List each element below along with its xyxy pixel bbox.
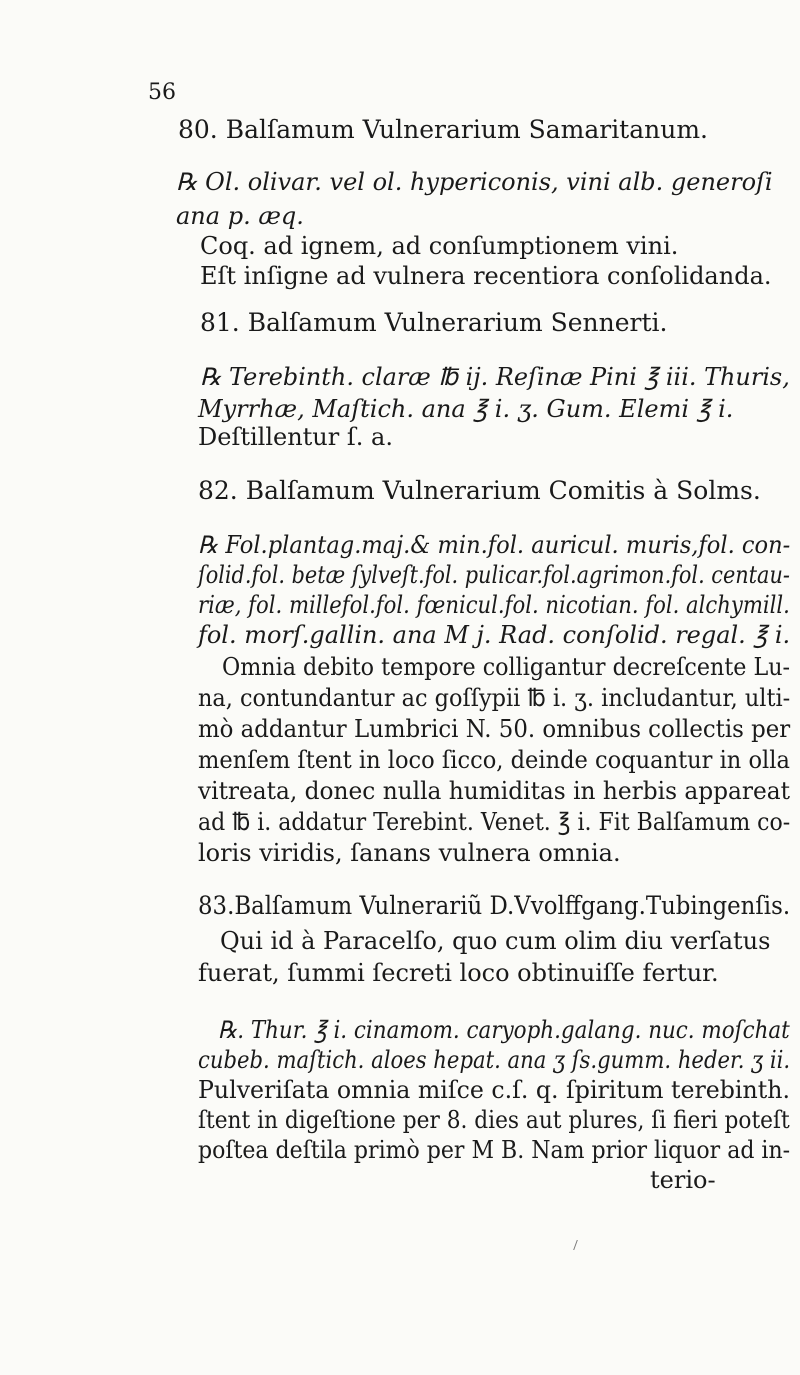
entry-83-recipe-line-1: ℞. Thur. ℥ i. cinamom. caryoph.galang. nuc. moſchat — [218, 1016, 790, 1044]
catchword: terio- — [650, 1166, 716, 1194]
entry-80-text-line-2: Eſt inſigne ad vulnera recentiora conſolidanda. — [200, 262, 772, 290]
entry-82-recipe-line-1: ℞ Fol.plantag.maj.& min.fol. auricul. muris,fol. con- — [198, 531, 791, 559]
entry-83-text-line-3: Pulveriſata omnia miſce c.ſ. q. ſpiritum terebinth. — [198, 1076, 790, 1104]
entry-82-recipe-line-2: ſolid.fol. betæ ſylveſt.fol. pulicar.fol.agrimon.fol. centau- — [198, 561, 790, 589]
entry-83-heading: 83.Balſamum Vulnerariũ D.Vvolffgang.Tubingenſis. — [198, 891, 791, 920]
entry-80-text-line-1: Coq. ad ignem, ad conſumptionem vini. — [200, 232, 679, 260]
entry-82-text-line-3: mò addantur Lumbrici N. 50. omnibus collectis per — [198, 715, 791, 743]
entry-82-text-line-6: ad ℔ i. addatur Terebint. Venet. ℥ i. Fit Balſamum co- — [198, 808, 791, 836]
entry-82-text-line-7: loris viridis, ſanans vulnera omnia. — [198, 839, 621, 867]
entry-83-recipe-line-2: cubeb. maſtich. aloes hepat. ana ʒ ſs.gumm. heder. ʒ ii. — [198, 1046, 791, 1074]
entry-80-recipe-line-2: ana p. æq. — [176, 202, 304, 230]
entry-82-text-line-4: menſem ſtent in loco ſicco, deinde coquantur in olla — [198, 746, 790, 774]
entry-82-text-line-1: Omnia debito tempore colligantur decreſcente Lu- — [222, 653, 791, 681]
entry-82-recipe-line-3: riæ, fol. millefol.fol. fœnicul.fol. nicotian. fol. alchymill. — [198, 591, 790, 619]
entry-81-heading: 81. Balſamum Vulnerarium Sennerti. — [200, 308, 668, 337]
entry-82-recipe-line-4: fol. morſ.gallin. ana M j. Rad. conſolid. regal. ℥ i. — [198, 621, 791, 649]
entry-82-text-line-5: vitreata, donec nulla humiditas in herbis appareat — [198, 777, 791, 805]
entry-83-text-line-1: Qui id à Paracelſo, quo cum olim diu verſatus — [220, 927, 771, 955]
paper-blemish — [573, 1240, 584, 1250]
entry-80-heading: 80. Balſamum Vulnerarium Samaritanum. — [178, 115, 708, 144]
entry-83-text-line-2: fuerat, ſummi ſecreti loco obtinuiſſe fertur. — [198, 959, 719, 987]
entry-83-text-line-5: poſtea deſtila primò per M B. Nam prior liquor ad in- — [198, 1136, 791, 1164]
entry-80-recipe-line-1: ℞ Ol. olivar. vel ol. hypericonis, vini alb. generoſi — [176, 168, 773, 196]
entry-81-recipe-line-2: Myrrhæ, Maſtich. ana ℥ i. ʒ. Gum. Elemi ℥ i. — [198, 395, 734, 423]
page-number: 56 — [148, 80, 176, 105]
entry-82-heading: 82. Balſamum Vulnerarium Comitis à Solms. — [198, 476, 761, 505]
entry-82-text-line-2: na, contundantur ac goſſypii ℔ i. ʒ. includantur, ulti- — [198, 684, 791, 712]
entry-81-recipe-line-1: ℞ Terebinth. claræ ℔ ij. Reſinæ Pini ℥ iii. Thuris, — [200, 363, 790, 391]
entry-83-text-line-4: ſtent in digeſtione per 8. dies aut plures, ſi fieri poteſt — [198, 1106, 790, 1134]
entry-81-text-line-1: Deſtillentur ſ. a. — [198, 423, 393, 451]
